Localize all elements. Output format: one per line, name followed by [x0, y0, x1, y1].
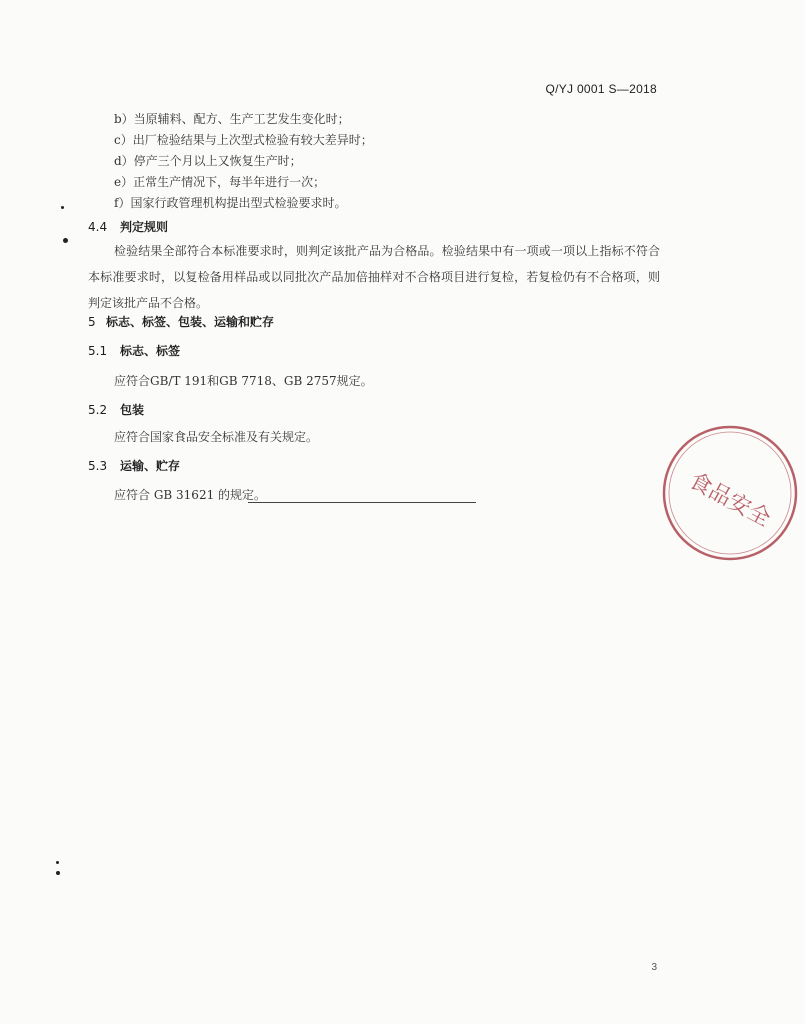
section-4-4-heading: [88, 218, 168, 235]
section-number: 5.3: [88, 459, 108, 473]
section-number: 5.1: [88, 344, 108, 358]
section-number: 5: [88, 315, 96, 329]
list-item-e: e）正常生产情况下，每半年进行一次；: [114, 175, 326, 189]
section-number: 5.2: [88, 403, 108, 417]
list-item-d: d）停产三个月以上又恢复生产时；: [114, 154, 302, 168]
section-title: 运输、贮存: [120, 459, 181, 473]
list-item-c: c）出厂检验结果与上次型式检验有较大差异时；: [114, 133, 373, 147]
scan-speck: [56, 871, 60, 875]
section-5-2-body: 应符合国家食品安全标准及有关规定。: [114, 430, 319, 444]
seal-text: 食品安全: [684, 468, 775, 532]
section-title: 标志、标签、包装、运输和贮存: [106, 315, 275, 329]
list-item-b: b）当原辅料、配方、生产工艺发生变化时；: [114, 112, 350, 126]
scan-speck: [63, 238, 68, 243]
section-5-2-heading: [88, 401, 144, 418]
document-code: Q/YJ 0001 S—2018: [545, 82, 657, 96]
section-5-3-body: 应符合 GB 31621 的规定。: [114, 488, 267, 502]
section-5-heading: [88, 313, 274, 330]
end-rule: [248, 502, 476, 503]
section-title: 标志、标签: [120, 344, 181, 358]
list-item-f: f）国家行政管理机构提出型式检验要求时。: [114, 196, 347, 210]
scan-speck: [61, 206, 64, 209]
official-seal-stamp: [655, 418, 805, 568]
section-number: 4.4: [88, 220, 108, 234]
page-number: 3: [651, 962, 657, 973]
section-title: 包装: [120, 403, 145, 417]
section-5-1-body: 应符合GB/T 191和GB 7718、GB 2757规定。: [114, 374, 373, 388]
section-title: 判定规则: [120, 220, 169, 234]
section-5-1-heading: [88, 342, 180, 359]
section-5-3-heading: [88, 457, 180, 474]
scan-speck: [56, 861, 59, 864]
section-4-4-body: 检验结果全部符合本标准要求时，则判定该批产品为合格品。检验结果中有一项或一项以上指标不符合本标准要求时，以复检备用样品或以同批次产品加倍抽样对不合格项目进行复检，若复检仍有不合格项，则判定该批产品不合格。: [88, 244, 660, 310]
